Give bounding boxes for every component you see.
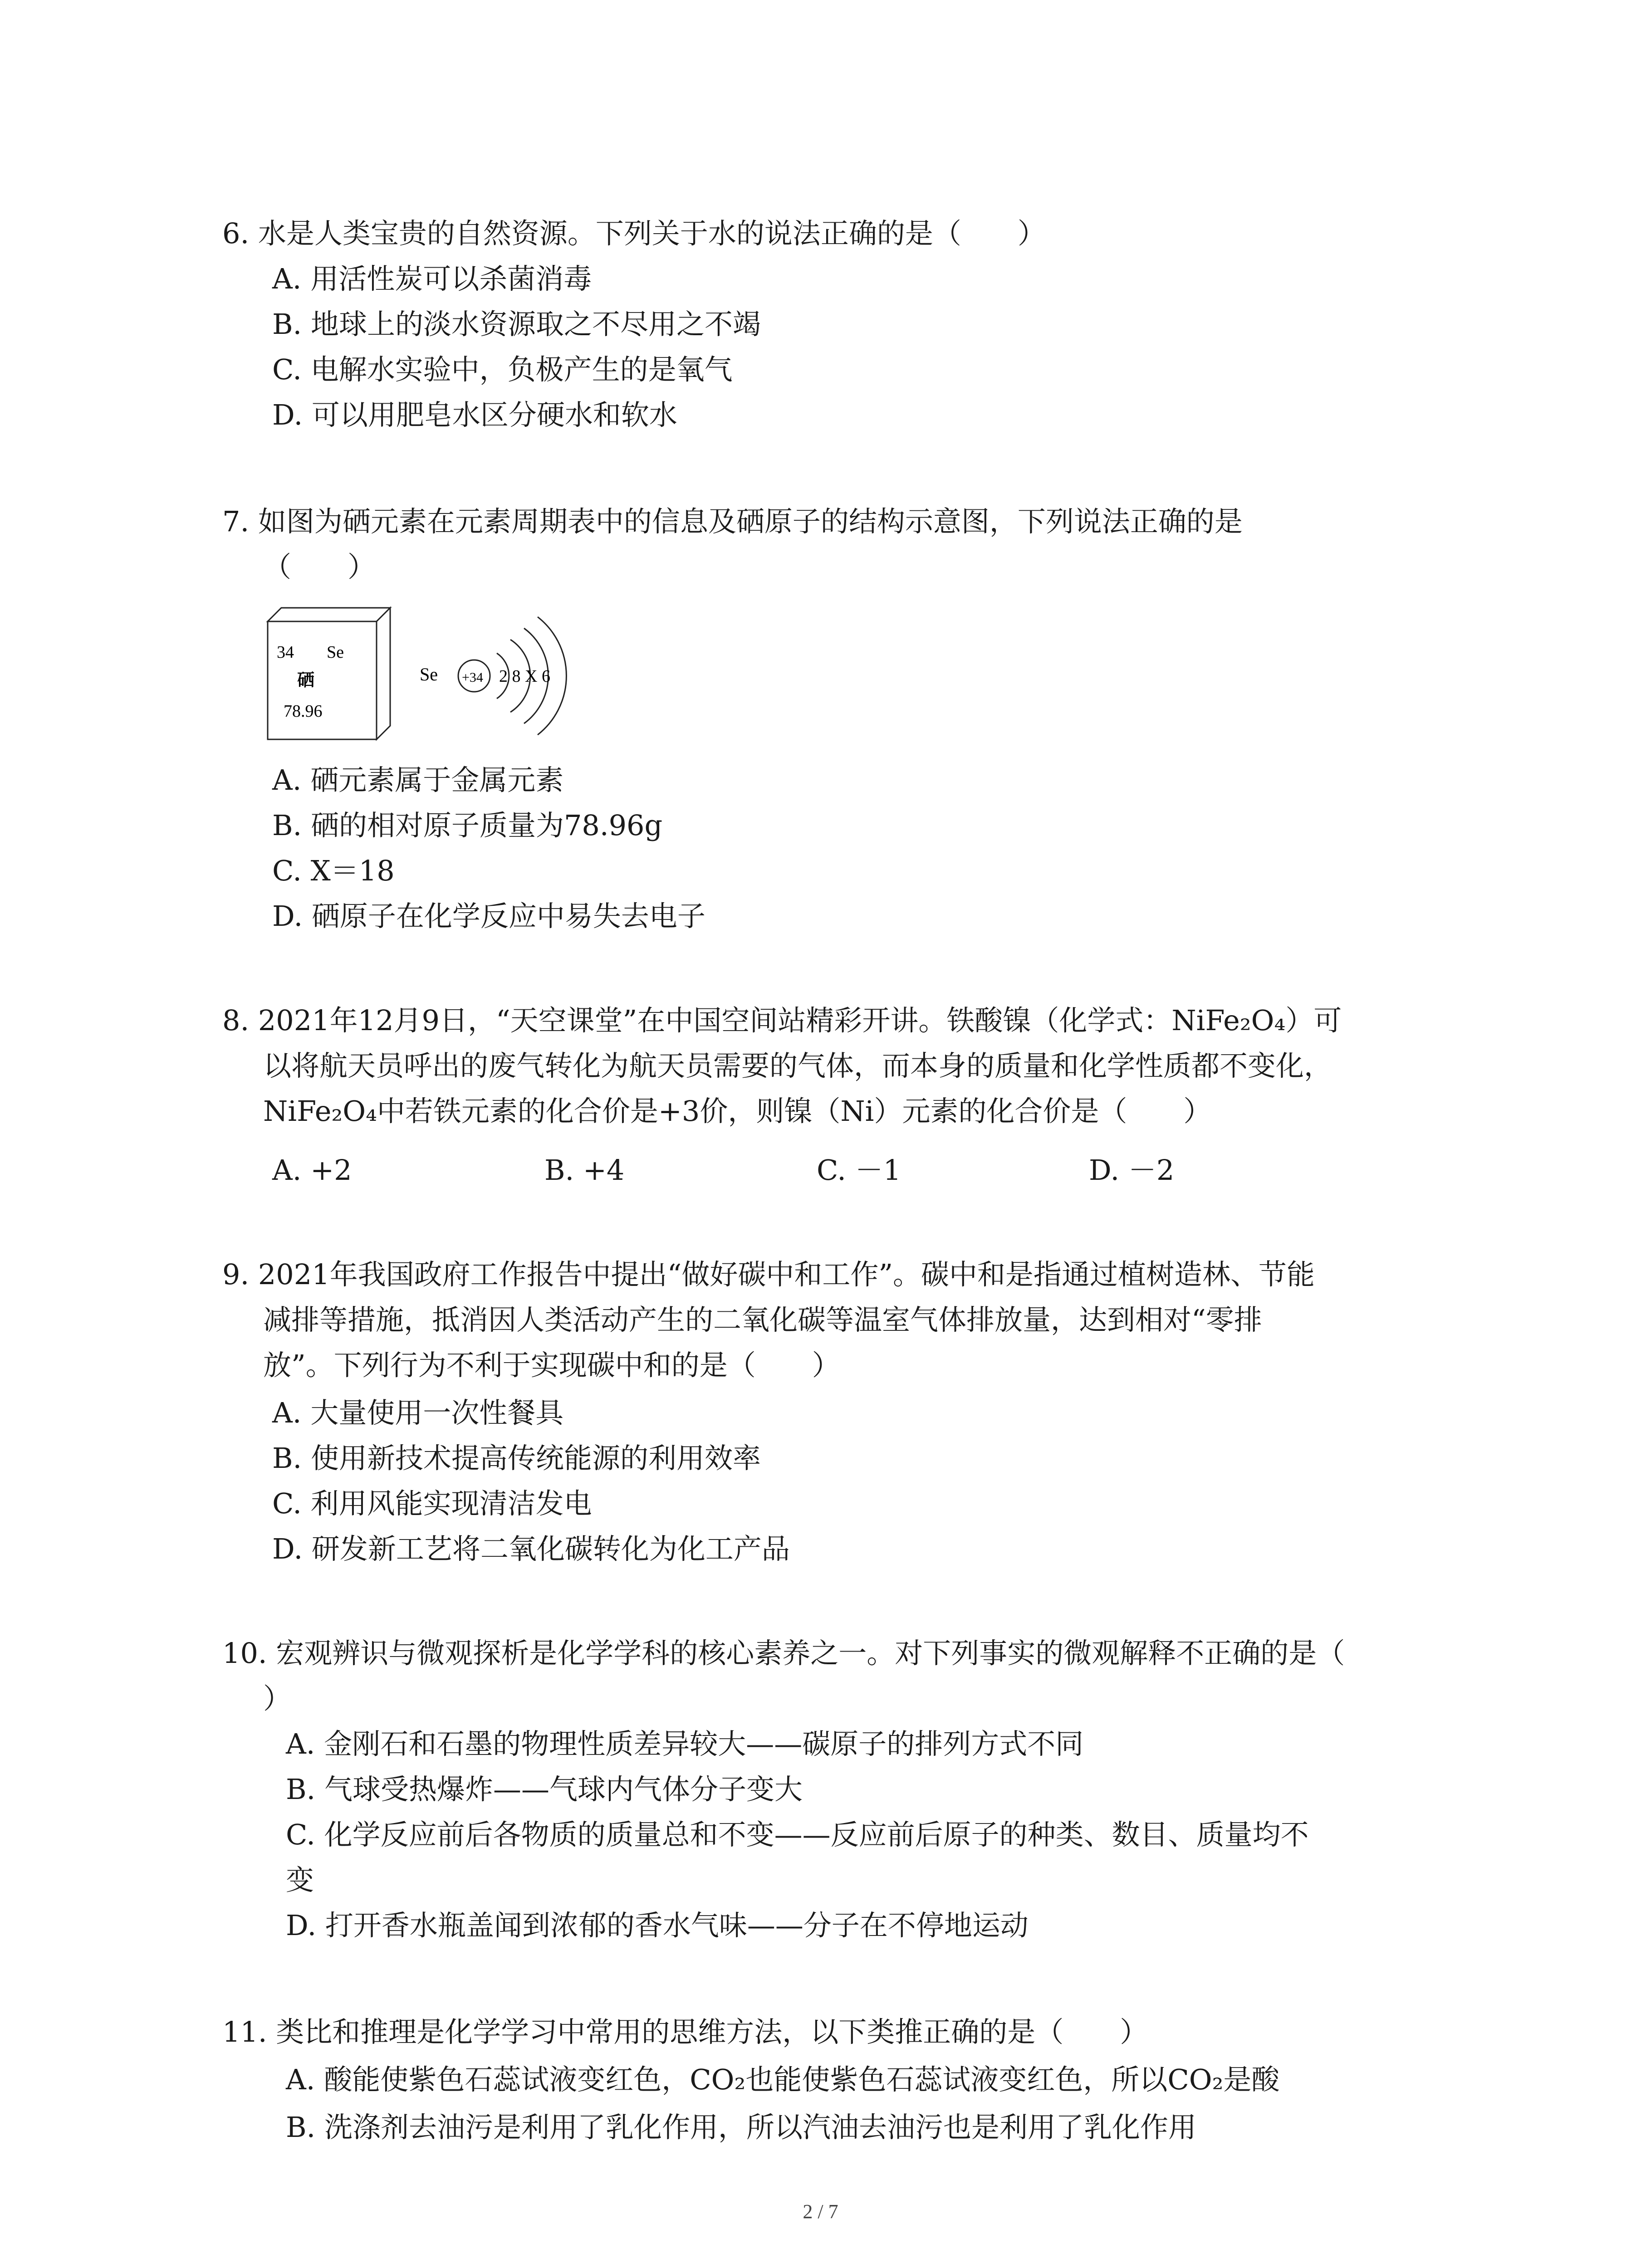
q8-option-b: B. +4 <box>544 1154 625 1187</box>
atomic-number: 34 <box>277 643 294 662</box>
q8-option-d: D. －2 <box>1089 1154 1175 1187</box>
q6-option-a: A. 用活性炭可以杀菌消毒 <box>272 262 592 295</box>
q11-option-b: B. 洗涤剂去油污是利用了乳化作用，所以汽油去油污也是利用了乳化作用 <box>286 2111 1196 2144</box>
q10-option-a: A. 金刚石和石墨的物理性质差异较大——碳原子的排列方式不同 <box>286 1727 1084 1760</box>
q6-option-c: C. 电解水实验中，负极产生的是氧气 <box>272 353 733 386</box>
q6-option-b: B. 地球上的淡水资源取之不尽用之不竭 <box>272 308 761 341</box>
nucleus-charge: +34 <box>462 670 483 685</box>
q9-line1: 9. 2021年我国政府工作报告中提出“做好碳中和工作”。碳中和是指通过植树造林、节能 <box>222 1258 1315 1291</box>
element-symbol: Se <box>327 643 344 662</box>
q8-line3: NiFe₂O₄中若铁元素的化合价是+3价，则镍（Ni）元素的化合价是（ ） <box>263 1095 1212 1128</box>
q10-option-b: B. 气球受热爆炸——气球内气体分子变大 <box>286 1773 803 1806</box>
q6-stem: 6. 水是人类宝贵的自然资源。下列关于水的说法正确的是（ ） <box>222 217 1046 250</box>
q10-option-d: D. 打开香水瓶盖闻到浓郁的香水气味——分子在不停地运动 <box>286 1909 1029 1942</box>
q9-line3: 放”。下列行为不利于实现碳中和的是（ ） <box>263 1349 840 1382</box>
q10-line2: ） <box>263 1682 292 1715</box>
q8-line2: 以将航天员呼出的废气转化为航天员需要的气体，而本身的质量和化学性质都不变化， <box>263 1049 1332 1082</box>
shell-electrons: 2 8 X 6 <box>499 667 550 686</box>
q9-option-b: B. 使用新技术提高传统能源的利用效率 <box>272 1442 761 1475</box>
q11-option-a: A. 酸能使紫色石蕊试液变红色，CO₂也能使紫色石蕊试液变红色，所以CO₂是酸 <box>286 2063 1280 2096</box>
q7-stem-line2: （ ） <box>263 550 376 583</box>
page-number: 2 / 7 <box>803 2200 838 2223</box>
q8-option-c: C. －1 <box>817 1154 901 1187</box>
atom-structure-diagram <box>420 617 566 735</box>
q9-option-d: D. 研发新工艺将二氧化碳转化为化工产品 <box>272 1532 790 1565</box>
q6-option-d: D. 可以用肥皂水区分硬水和软水 <box>272 398 677 431</box>
q11-stem: 11. 类比和推理是化学学习中常用的思维方法，以下类推正确的是（ ） <box>222 2015 1148 2048</box>
q7-option-c: C. X＝18 <box>272 854 395 887</box>
q10-option-c-cont: 变 <box>286 1863 314 1897</box>
q10-line1: 10. 宏观辨识与微观探析是化学学科的核心素养之一。对下列事实的微观解释不正确的是（ <box>222 1637 1345 1670</box>
q9-option-a: A. 大量使用一次性餐具 <box>272 1396 564 1429</box>
q10-option-c: C. 化学反应前后各物质的质量总和不变——反应前后原子的种类、数目、质量均不 <box>286 1818 1309 1851</box>
q7-option-a: A. 硒元素属于金属元素 <box>272 763 564 797</box>
q7-stem-line1: 7. 如图为硒元素在元素周期表中的信息及硒原子的结构示意图，下列说法正确的是 <box>222 505 1243 538</box>
periodic-table-cell <box>268 608 390 739</box>
element-name: 硒 <box>297 671 315 690</box>
atom-label: Se <box>420 664 438 684</box>
q9-option-c: C. 利用风能实现清洁发电 <box>272 1487 592 1520</box>
q8-option-a: A. +2 <box>272 1154 352 1187</box>
selenium-figure <box>263 590 590 767</box>
q8-line1: 8. 2021年12月9日，“天空课堂”在中国空间站精彩开讲。铁酸镍（化学式：NiFe₂O₄）可 <box>222 1004 1342 1037</box>
q7-option-b: B. 硒的相对原子质量为78.96g <box>272 809 663 842</box>
q9-line2: 减排等措施，抵消因人类活动产生的二氧化碳等温室气体排放量，达到相对“零排 <box>263 1303 1262 1336</box>
q7-option-d: D. 硒原子在化学反应中易失去电子 <box>272 899 705 933</box>
atomic-mass: 78.96 <box>284 702 323 721</box>
